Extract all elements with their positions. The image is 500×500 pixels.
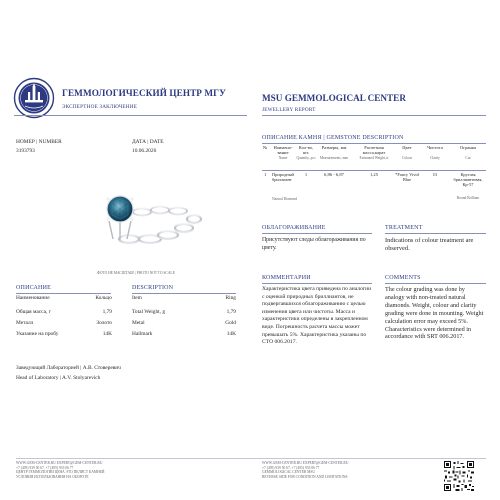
footer-right-line: REVERSE SIDE FOR CONDITION AND LIMITATIONS (262, 474, 348, 479)
desc-value-ru: Кольцо (95, 295, 112, 301)
title-ru: ГЕММОЛОГИЧЕСКИЙ ЦЕНТР МГУ (62, 88, 226, 98)
col-colour-en: Colour (402, 156, 412, 160)
col-clarity: Чистота (427, 145, 443, 150)
footer-left-line: ЦЕНТР ГЕММОЛОГИИ ЦЕНА ЭТО ПЕЛИСТ КАМНЕЙ (16, 470, 105, 475)
date-label: ДАТА | DATE (132, 139, 164, 145)
gem-name-ru: Природный бриллиант (272, 172, 294, 183)
col-colour: Цвет (402, 145, 412, 150)
report-date: 10.06.2026 (132, 148, 157, 154)
desc-label-ru: Общая масса, г (16, 309, 51, 315)
col-measurements-en: Measurements, mm (319, 156, 349, 160)
gem-no: 1 (264, 172, 267, 177)
description-rule-en (132, 293, 236, 294)
gemstone-heading: ОПИСАНИЕ КАМНЯ | GEMSTONE DESCRIPTION (262, 135, 404, 141)
col-cut-en: Cut (465, 156, 471, 160)
desc-value-ru: Золото (96, 320, 112, 326)
photo-caption: ФОТО НЕ МАСШТАБЕ | PHOTO NOT TO SCALE (97, 271, 175, 275)
signature-en: Head of Laboratory | A.V. Stolyarevich (16, 375, 101, 381)
col-clarity-en: Clarity (430, 156, 440, 160)
footer-right (262, 461, 348, 479)
header-rule-right (262, 115, 486, 116)
desc-label-ru: Наименование (16, 295, 50, 301)
gem-cut-ru: Круглая бриллиантовая, Кр-57 (453, 172, 483, 188)
subtitle-en: JEWELLERY REPORT (262, 107, 316, 113)
header-rule-left (14, 115, 247, 116)
desc-value-en: 14K (226, 331, 236, 337)
title-en: MSU GEMMOLOGICAL CENTER (262, 93, 406, 103)
report-number: 3193793 (16, 148, 35, 154)
gem-qty: 1 (304, 172, 308, 177)
footer-rule (16, 458, 486, 459)
comments-rule-ru (262, 283, 372, 284)
footer-right-line: GEMMOLOGICAL CENTER MSU (262, 470, 315, 475)
treatment-rule-ru (262, 233, 372, 234)
desc-label-ru: Металл (16, 320, 34, 326)
description-heading-ru: ОПИСАНИЕ (16, 285, 51, 291)
footer-left-line: WWW.GEM-CENTER.RU EXPERT@GEM-CENTER.RU (16, 461, 103, 465)
gem-cut-en: Round Brilliant (456, 196, 480, 200)
treatment-text-en: Indications of colour treatment are observed. (385, 237, 474, 253)
msu-emblem-icon (13, 77, 55, 119)
gemstone-rule (262, 143, 486, 144)
gemstone-header-rule (262, 170, 486, 171)
gem-clarity: I3 (433, 172, 437, 177)
desc-label-en: Item (132, 295, 142, 301)
number-label: НОМЕР | NUMBER (16, 139, 62, 145)
col-weight-en: Estimated Weight,ct (359, 156, 389, 160)
qr-code-icon (444, 461, 474, 491)
comments-text-ru: Характеристика цвета приведена по аналогии с оценкой природных бриллиантов, не подвергавшихся облагораживанию с целью изменения цвета или чистоты. Масса и характеристики определены в закрепленном виде. Погрешность расчета массы может превышать 5%. Характеристика указаны по СТО 006.2017. (262, 286, 372, 346)
col-name: Наимено-вание (273, 145, 293, 156)
footer-right-line: WWW.GEM-CENTER.RU EXPERT@GEM-CENTER.RU (262, 461, 349, 465)
subtitle-ru: ЭКСПЕРТНОЕ ЗАКЛЮЧЕНИЕ (62, 104, 138, 110)
col-no: № (263, 145, 268, 150)
desc-label-en: Hallmark (132, 331, 153, 337)
treatment-rule-en (385, 233, 486, 234)
comments-heading-ru: КОММЕНТАРИИ (262, 275, 311, 281)
footer-left-line: УСЛОВИЯ ИСПОЛЬЗОВАНИЯ НА ОБОРОТЕ (16, 474, 89, 479)
gem-colour: *Fancy Vivid Blue (395, 172, 419, 183)
desc-label-en: Metal (132, 320, 145, 326)
comments-rule-en (385, 283, 486, 284)
gem-name-en: Natural Diamond (272, 197, 298, 201)
col-qty-en: Quantity, pcs (296, 156, 316, 160)
col-qty: Кол-во, шт. (298, 145, 314, 156)
treatment-heading-en: TREATMENT (385, 225, 423, 231)
ring-photo (46, 177, 210, 269)
comments-heading-en: COMMENTS (385, 275, 421, 281)
col-name-en: Name (278, 156, 288, 160)
desc-value-en: Ring (225, 295, 236, 301)
comments-text-en: The colour grading was done by analogy with non-treated natural diamonds. Weight, colour and clarity grading were done in mounting. Weight calculation error may exceed 5%. Characteristics were determined in accordance with SRT 006.2017. (385, 286, 484, 341)
desc-value-ru: 14K (102, 331, 112, 337)
desc-label-ru: Указание на пробу (16, 331, 59, 337)
treatment-text-ru: Присутствуют следы облагораживания по цвету. (262, 237, 366, 251)
treatment-heading-ru: ОБЛАГОРАЖИВАНИЕ (262, 225, 326, 231)
footer-left (16, 461, 105, 479)
desc-value-en: Gold (225, 320, 236, 326)
desc-label-en: Total Weight, g (132, 309, 166, 315)
footer-right-line: +7 (495) 939 50 67, +7 (495) 933 06 77 (262, 465, 320, 470)
description-rule-ru (16, 293, 111, 294)
col-measurements: Размеры, мм (321, 145, 347, 150)
col-cut: Огранка (459, 145, 477, 150)
gem-weight: 1,25 (369, 172, 379, 177)
desc-value-ru: 1,79 (102, 309, 112, 315)
description-heading-en: DESCRIPTION (132, 285, 174, 291)
col-weight: Расчетная масса,карат (362, 145, 386, 156)
signature-ru: Заведующий Лабораторией | А.В. Стоверевич (16, 365, 121, 371)
gem-measurements: 6,86 - 6,87 (324, 172, 344, 177)
footer-left-line: +7 (495) 939 50 67, +7 (495) 933 06 77 (16, 465, 74, 470)
desc-value-en: 1,79 (226, 309, 236, 315)
